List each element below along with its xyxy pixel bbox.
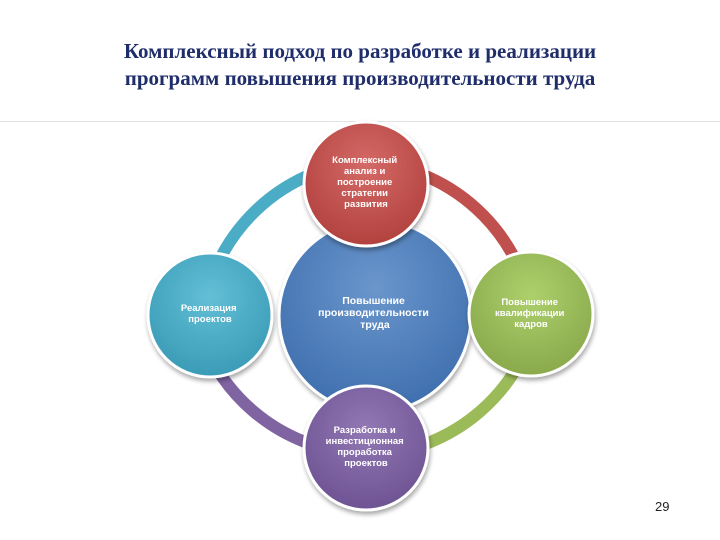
right-line-1: Повышение <box>501 297 559 308</box>
center-line-1: Повышение <box>342 295 405 307</box>
top-line-1: Комплексный <box>332 155 398 166</box>
top-line-3: построение <box>337 177 393 188</box>
title-line-2: программ повышения производительности труда <box>124 66 596 90</box>
bottom-line-4: проектов <box>344 458 388 469</box>
page-number: 29 <box>655 499 670 514</box>
title-line-1: Комплексный подход по разработке и реализации <box>123 39 597 63</box>
left-line-1: Реализация <box>180 303 237 314</box>
left-node-label <box>181 303 239 325</box>
center-line-2: производительности <box>318 307 429 319</box>
right-line-2: квалификации <box>495 308 565 319</box>
top-line-4: стратегии <box>341 188 388 199</box>
bottom-line-2: инвестиционная <box>325 436 404 447</box>
bottom-line-1: Разработка и <box>333 425 396 436</box>
top-line-5: развития <box>344 199 388 210</box>
top-line-2: анализ и <box>343 166 386 177</box>
left-line-2: проектов <box>188 314 232 325</box>
right-line-3: кадров <box>514 319 548 330</box>
center-line-3: труда <box>360 319 390 331</box>
bottom-line-3: проработка <box>337 447 392 458</box>
